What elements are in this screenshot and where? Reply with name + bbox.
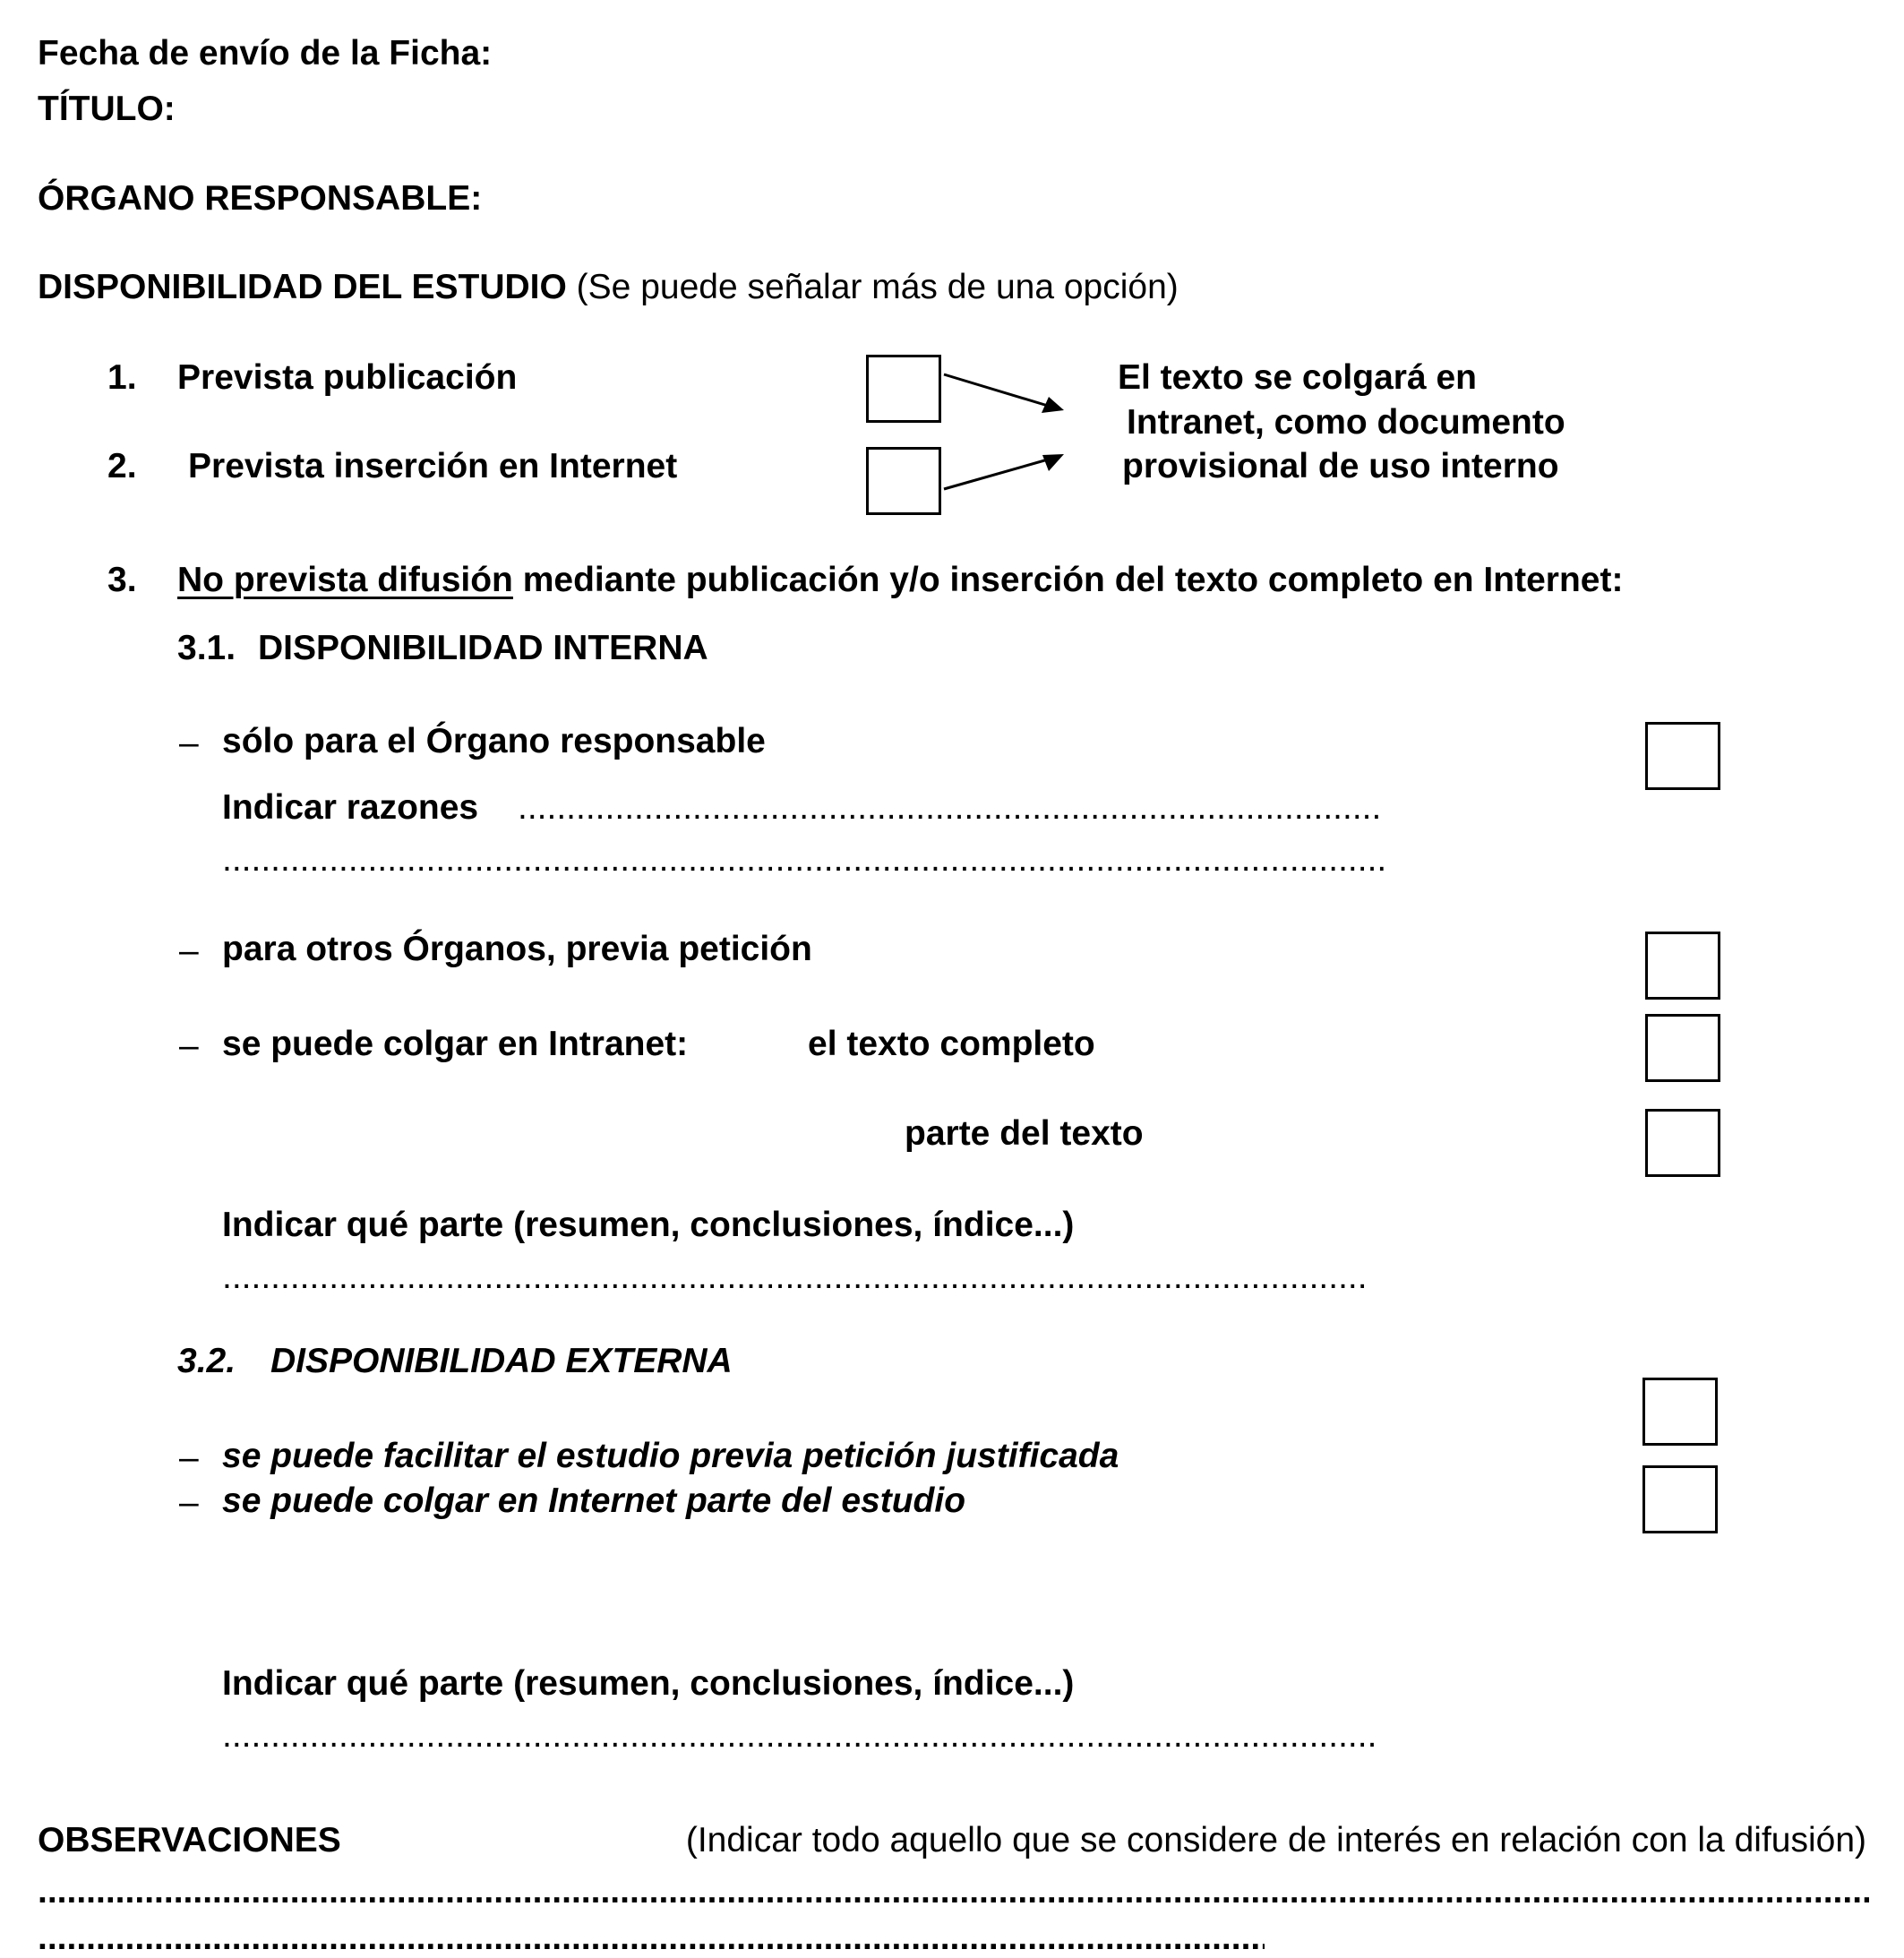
externa-heading-number: 3.2.: [177, 1342, 236, 1380]
option-colgar-intranet: se puede colgar en Intranet:: [222, 1025, 689, 1063]
option-colgar-internet-parte: se puede colgar en Internet parte del estudio: [222, 1481, 966, 1520]
organo-responsable-label: ÓRGANO RESPONSABLE:: [38, 179, 483, 218]
checkbox-facilitar-estudio[interactable]: [1642, 1378, 1718, 1446]
option-facilitar-estudio: se puede facilitar el estudio previa petición justificada: [222, 1437, 1119, 1475]
item2-prevista-insercion: Prevista inserción en Internet: [188, 447, 678, 485]
item3-no-prevista-difusion: [177, 562, 1623, 597]
arrow-note-line1: El texto se colgará en: [1118, 358, 1477, 397]
checkbox-solo-organo-responsable[interactable]: [1645, 722, 1720, 790]
disponibilidad-note: (Se puede señalar más de una opción): [566, 268, 1179, 306]
checkbox-texto-completo[interactable]: [1645, 1014, 1720, 1082]
interna-heading-number: 3.1.: [177, 629, 236, 667]
item1-prevista-publicacion: Prevista publicación: [177, 358, 518, 397]
checkbox-colgar-internet-parte[interactable]: [1642, 1465, 1718, 1533]
option-parte-del-texto: parte del texto: [905, 1114, 1144, 1153]
dash-bullet: –: [179, 1438, 199, 1477]
observaciones-dotted-line-1[interactable]: [38, 1874, 1869, 1909]
checkbox-otros-organos[interactable]: [1645, 932, 1720, 1000]
arrow-right-icon: [944, 374, 1064, 413]
interna-heading: DISPONIBILIDAD INTERNA: [258, 629, 708, 667]
externa-heading: DISPONIBILIDAD EXTERNA: [270, 1342, 733, 1380]
item3-rest-text: mediante publicación y/o inserción del texto completo en Internet:: [512, 561, 1624, 599]
indicar-razones-label: Indicar razones: [222, 788, 479, 827]
checkbox-parte-del-texto[interactable]: [1645, 1109, 1720, 1177]
option-texto-completo: el texto completo: [808, 1025, 1095, 1063]
dash-bullet: –: [179, 724, 199, 762]
observaciones-dotted-line-2[interactable]: [38, 1920, 1265, 1955]
item3-number: 3.: [107, 561, 137, 599]
externa-indicar-que-parte: Indicar qué parte (resumen, conclusiones, índice...): [222, 1664, 1075, 1703]
observaciones-line: [38, 1823, 1866, 1858]
dash-bullet: –: [179, 1026, 199, 1065]
razones-dotted-line-1[interactable]: [518, 790, 1382, 825]
arrow-note-line2: Intranet, como documento: [1127, 403, 1565, 442]
option-otros-organos: para otros Órganos, previa petición: [222, 930, 812, 968]
observaciones-note: (Indicar todo aquello que se considere de interés en relación con la difusión): [685, 1821, 1866, 1859]
disponibilidad-heading: DISPONIBILIDAD DEL ESTUDIO: [38, 268, 567, 306]
interna-parte-dotted-line[interactable]: [222, 1259, 1367, 1294]
titulo-label: TÍTULO:: [38, 90, 176, 128]
observaciones-heading: OBSERVACIONES: [38, 1821, 341, 1859]
interna-indicar-que-parte: Indicar qué parte (resumen, conclusiones, índice...): [222, 1206, 1075, 1244]
arrow-note-line3: provisional de uso interno: [1122, 447, 1559, 485]
dash-bullet: –: [179, 932, 199, 970]
razones-dotted-line-2[interactable]: [222, 842, 1389, 877]
item1-number: 1.: [107, 358, 137, 397]
option-solo-organo-responsable: sólo para el Órgano responsable: [222, 722, 766, 760]
dash-bullet: –: [179, 1483, 199, 1522]
item3-underlined-text: No prevista difusión: [177, 561, 513, 599]
fecha-envio-label: Fecha de envío de la Ficha:: [38, 34, 493, 73]
item2-number: 2.: [107, 447, 137, 485]
arrow-right-icon: [944, 454, 1064, 489]
externa-parte-dotted-line[interactable]: [222, 1718, 1377, 1753]
